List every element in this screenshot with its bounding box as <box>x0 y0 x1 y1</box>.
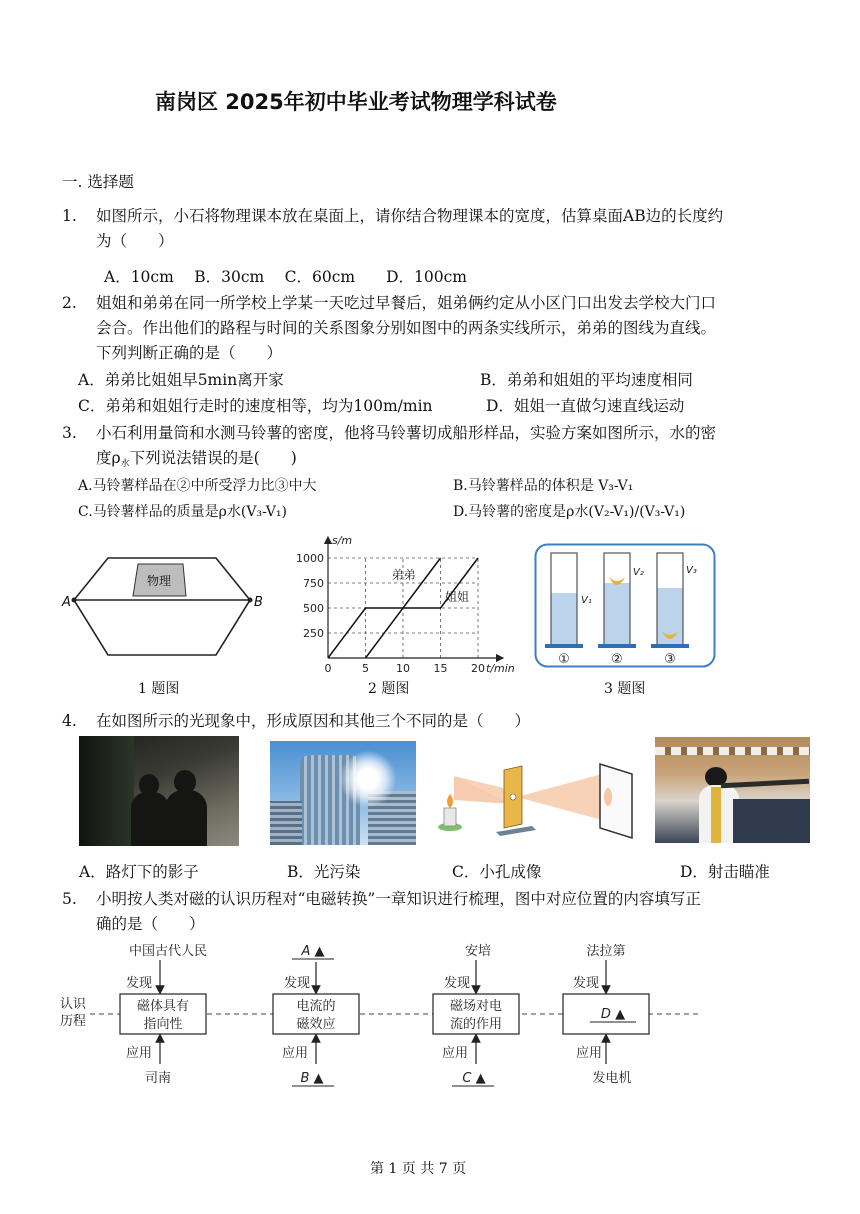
q4-option-d: D．射击瞄准 <box>680 863 770 881</box>
chart-y-tick-label: 1000 <box>296 552 324 565</box>
fig5-col1-bottom: 司南 <box>144 1071 172 1086</box>
fig5-col2-apply: 应用 <box>282 1046 309 1061</box>
q4-option-c: C．小孔成像 <box>452 863 542 881</box>
fig1-point-a: A <box>62 595 71 610</box>
fig5-col3-apply: 应用 <box>442 1046 469 1061</box>
fig5-col2-bottom: B ▲ <box>300 1071 324 1086</box>
chart-x-tick-label: 20 <box>471 662 485 675</box>
fig1-point-b: B <box>254 595 263 610</box>
chart-x-axis-label: t/min <box>486 662 515 675</box>
fig5-col4-discover: 发现 <box>573 976 600 991</box>
fig5-col1-apply: 应用 <box>126 1046 153 1061</box>
q1-text-line2: 为（ ） <box>96 232 174 250</box>
fig5-col3-box-line2: 流的作用 <box>449 1017 503 1032</box>
chart-x-tick-label: 0 <box>324 662 332 675</box>
chart-y-tick-label: 500 <box>303 602 324 615</box>
fig1-caption: 1 题图 <box>138 681 180 697</box>
photo-streetlight-shadow <box>79 736 239 846</box>
chart-x-tick-label: 10 <box>396 662 410 675</box>
chart-y-tick-label: 750 <box>303 577 324 590</box>
fig5-col3-discover: 发现 <box>444 976 471 991</box>
fig3-num1: ① <box>558 652 570 667</box>
fig1-desk-diagram <box>58 550 268 665</box>
fig3-num3: ③ <box>664 652 676 667</box>
fig3-cylinders-diagram <box>534 543 716 668</box>
q4-option-b: B．光污染 <box>287 863 361 881</box>
page-footer: 第 1 页 共 7 页 <box>370 1161 467 1177</box>
q3-rho-sub: 水 <box>120 459 130 469</box>
q2-option-c: C．弟弟和姐姐行走时的速度相等，均为100m/min <box>78 397 433 415</box>
fig2-st-chart <box>292 532 515 677</box>
q1-text-line1: 如图所示，小石将物理课本放在桌面上，请你结合物理课本的宽度，估算桌面AB边的长度约 <box>96 207 724 225</box>
fig5-col1-top: 中国古代人民 <box>128 944 208 959</box>
q3-rho: 度ρ <box>96 449 121 467</box>
chart-y-tick-label: 250 <box>303 627 324 640</box>
chart-x-tick-label: 5 <box>362 662 369 675</box>
q5-number: 5. <box>62 890 77 908</box>
chart-series-label-brother: 弟弟 <box>391 568 416 582</box>
fig5-flow-diagram <box>58 936 758 1091</box>
fig5-col1-discover: 发现 <box>126 976 153 991</box>
fig5-row-label-1: 认识 <box>60 997 87 1012</box>
q1-number: 1. <box>62 207 77 225</box>
q3-option-a: A.马铃薯样品在②中所受浮力比③中大 <box>78 478 317 494</box>
fig2-caption: 2 题图 <box>368 681 410 697</box>
q2-text-line3: 下列判断正确的是（ ） <box>96 344 283 362</box>
fig3-num2: ② <box>611 652 623 667</box>
q3-text-line2b: 下列说法错误的是( ) <box>129 449 297 467</box>
photo-light-pollution <box>270 741 416 845</box>
q3-option-c: C.马铃薯样品的质量是ρ水(V₃-V₁) <box>78 504 287 520</box>
q2-text-line2: 会合。作出他们的路程与时间的关系图象分别如图中的两条实线所示，弟弟的图线为直线。 <box>96 319 717 337</box>
fig5-col3-box-line1: 磁场对电 <box>449 999 503 1014</box>
q3-option-b: B.马铃薯样品的体积是 V₃-V₁ <box>453 478 634 494</box>
fig5-col1-box-line2: 指向性 <box>143 1017 183 1032</box>
fig5-col4-bottom: 发电机 <box>592 1071 632 1086</box>
q4-text-line1: 在如图所示的光现象中，形成原因和其他三个不同的是（ ） <box>96 712 531 730</box>
q3-option-d: D.马铃薯的密度是ρ水(V₂-V₁)/(V₃-V₁) <box>453 504 686 520</box>
q3-text-line1: 小石利用量筒和水测马铃薯的密度，他将马铃薯切成船形样品，实验方案如图所示，水的密 <box>96 424 717 442</box>
fig5-col2-box-line2: 磁效应 <box>296 1017 336 1032</box>
photo-shooting-aim <box>655 737 810 843</box>
q1-options: A．10cm B．30cm C．60cm D．100cm <box>104 268 467 286</box>
fig5-col2-box-line1: 电流的 <box>296 999 336 1014</box>
fig5-col4-box: D ▲ <box>600 1007 626 1022</box>
q2-option-b: B．弟弟和姐姐的平均速度相同 <box>480 371 693 389</box>
fig5-col4-apply: 应用 <box>576 1046 603 1061</box>
section-heading: 一. 选择题 <box>62 173 134 191</box>
q2-option-d: D．姐姐一直做匀速直线运动 <box>486 397 685 415</box>
q4-option-a: A．路灯下的影子 <box>79 863 199 881</box>
q3-number: 3. <box>62 424 77 442</box>
chart-y-axis-label: s/m <box>332 534 353 547</box>
q5-text-line1: 小明按人类对磁的认识历程对“电磁转换”一章知识进行梳理，图中对应位置的内容填写正 <box>96 890 701 908</box>
q2-number: 2. <box>62 294 77 312</box>
fig1-book-label: 物理 <box>146 574 172 588</box>
fig5-col3-top: 安培 <box>464 944 492 959</box>
fig5-col4-top: 法拉第 <box>586 944 626 959</box>
chart-x-tick-label: 15 <box>433 662 448 675</box>
fig5-col1-box-line1: 磁体具有 <box>136 999 190 1014</box>
fig3-v3-label: V₃ <box>686 565 697 576</box>
page-title: 南岗区 2025年初中毕业考试物理学科试卷 <box>155 90 557 114</box>
fig5-col3-bottom: C ▲ <box>462 1071 486 1086</box>
fig3-v1-label: V₁ <box>581 595 592 606</box>
fig5-col2-top: A ▲ <box>301 944 325 959</box>
pinhole-imaging-diagram <box>432 760 642 840</box>
q3-text-line2 <box>96 446 297 476</box>
fig5-col2-discover: 发现 <box>284 976 311 991</box>
q2-text-line1: 姐姐和弟弟在同一所学校上学某一天吃过早餐后，姐弟俩约定从小区门口出发去学校大门口 <box>96 294 717 312</box>
fig3-caption: 3 题图 <box>604 681 646 697</box>
fig5-row-label-2: 历程 <box>60 1014 87 1029</box>
q4-number: 4. <box>62 712 77 730</box>
q2-option-a: A．弟弟比姐姐早5min离开家 <box>78 371 284 389</box>
q5-text-line2: 确的是（ ） <box>96 915 205 933</box>
fig3-v2-label: V₂ <box>633 567 644 578</box>
chart-series-label-sister: 姐姐 <box>445 590 470 604</box>
